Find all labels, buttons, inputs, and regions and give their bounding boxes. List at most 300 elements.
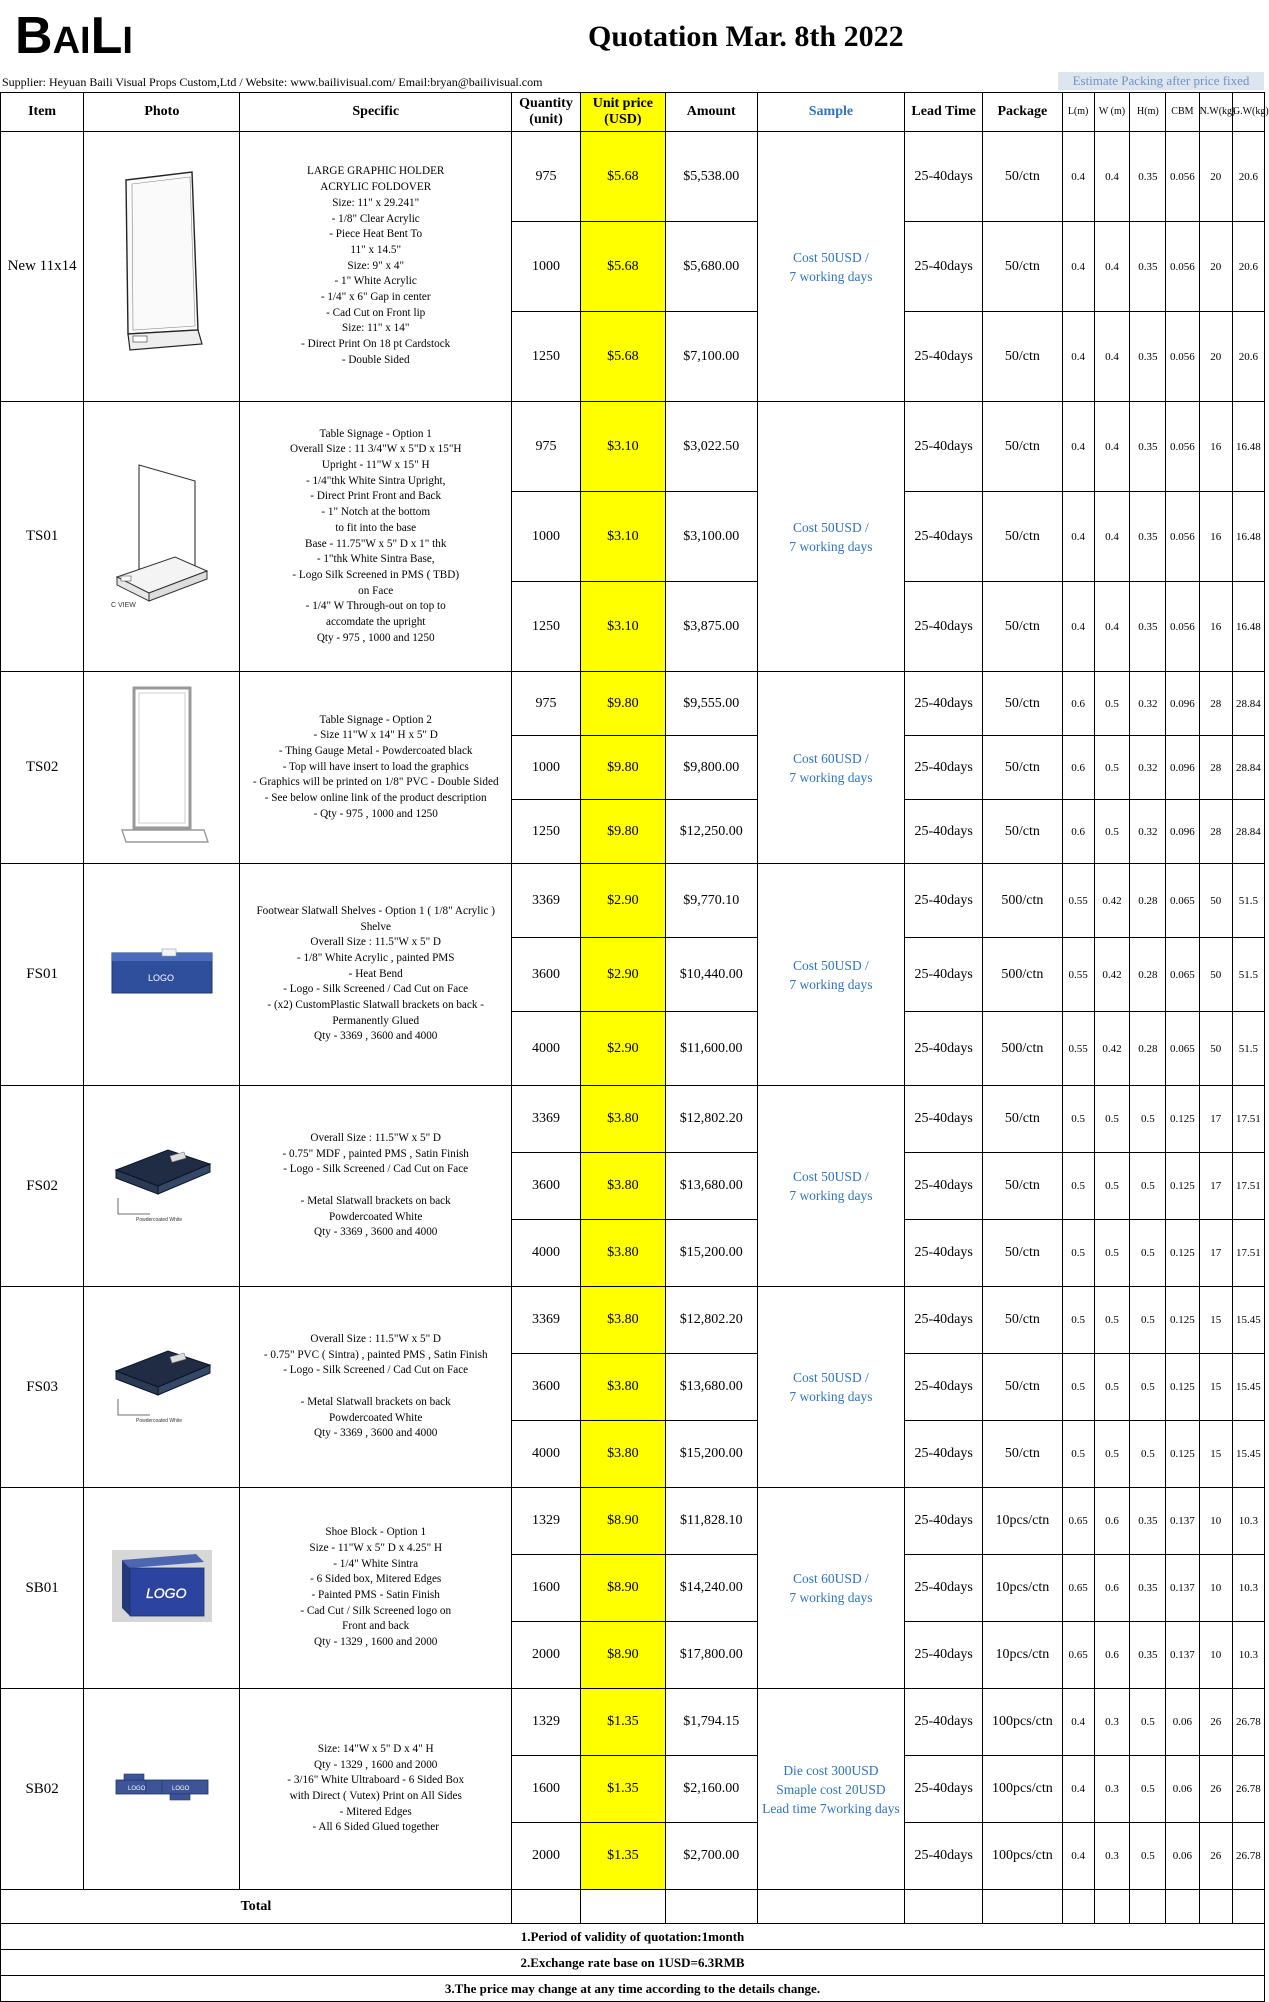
net-weight-cell: 50	[1199, 938, 1232, 1012]
sample-line: Cost 60USD /	[793, 750, 869, 766]
lead-time-cell: 25-40days	[905, 1287, 983, 1354]
lead-time-cell: 25-40days	[905, 736, 983, 800]
height-cell: 0.5	[1130, 1823, 1166, 1890]
col-length: L(m)	[1062, 93, 1094, 132]
length-cell: 0.4	[1062, 132, 1094, 222]
width-cell: 0.4	[1094, 492, 1130, 582]
spec-line: Qty - 975 , 1000 and 1250	[316, 631, 435, 644]
sample-info	[757, 1086, 904, 1287]
gross-weight-cell: 10.3	[1232, 1622, 1264, 1689]
item-code: FS02	[1, 1086, 84, 1287]
width-cell: 0.42	[1094, 1012, 1130, 1086]
spec-line: - Cad Cut / Silk Screened logo on	[300, 1604, 452, 1617]
spec-line: - 1/4" White Sintra	[333, 1557, 419, 1570]
package-cell: 50/ctn	[983, 1354, 1062, 1421]
quantity-cell: 3600	[511, 1354, 580, 1421]
length-cell: 0.5	[1062, 1421, 1094, 1488]
estimate-packing-note: Estimate Packing after price fixed	[1058, 72, 1264, 90]
package-cell: 50/ctn	[983, 672, 1062, 736]
pvc-shelf-icon	[84, 1345, 239, 1430]
amount-cell: $2,160.00	[665, 1756, 757, 1823]
net-weight-cell: 50	[1199, 864, 1232, 938]
lead-time-cell: 25-40days	[905, 672, 983, 736]
amount-cell: $9,555.00	[665, 672, 757, 736]
product-photo	[84, 132, 240, 402]
quantity-cell: 2000	[511, 1622, 580, 1689]
gross-weight-cell: 17.51	[1232, 1153, 1264, 1220]
net-weight-cell: 10	[1199, 1555, 1232, 1622]
height-cell: 0.5	[1130, 1354, 1166, 1421]
net-weight-cell: 10	[1199, 1622, 1232, 1689]
spec-line: 11" x 14.5"	[350, 243, 402, 256]
cbm-cell: 0.056	[1166, 222, 1199, 312]
cbm-cell: 0.125	[1166, 1153, 1199, 1220]
spec-line: - (x2) CustomPlastic Slatwall brackets on back -	[267, 999, 484, 1012]
table-row	[1, 132, 1265, 222]
spec-line: to fit into the base	[335, 521, 417, 534]
cbm-cell: 0.096	[1166, 672, 1199, 736]
quantity-cell: 1329	[511, 1488, 580, 1555]
spec-line: LARGE GRAPHIC HOLDER	[307, 165, 445, 178]
metal-frame-sign-icon	[84, 680, 239, 855]
net-weight-cell: 15	[1199, 1421, 1232, 1488]
length-cell: 0.55	[1062, 938, 1094, 1012]
product-specification	[240, 402, 511, 672]
package-cell: 50/ctn	[983, 492, 1062, 582]
quotation-note: 1.Period of validity of quotation:1month	[1, 1924, 1265, 1950]
length-cell: 0.65	[1062, 1488, 1094, 1555]
quantity-cell: 1600	[511, 1756, 580, 1823]
sample-line: Cost 50USD /	[793, 519, 869, 535]
table-row	[1, 402, 1265, 492]
cbm-cell: 0.125	[1166, 1421, 1199, 1488]
gross-weight-cell: 28.84	[1232, 800, 1264, 864]
sample-line: Cost 50USD /	[793, 957, 869, 973]
quotation-table	[0, 92, 1269, 2002]
unit-price-cell: $3.80	[581, 1153, 666, 1220]
unit-price-cell: $2.90	[581, 938, 666, 1012]
cbm-cell: 0.096	[1166, 736, 1199, 800]
column-header-row	[1, 93, 1265, 132]
lead-time-cell: 25-40days	[905, 132, 983, 222]
product-photo	[84, 1488, 240, 1689]
cbm-cell: 0.056	[1166, 492, 1199, 582]
item-code: New 11x14	[1, 132, 84, 402]
width-cell: 0.5	[1094, 736, 1130, 800]
spec-line: Size: 9" x 4"	[347, 259, 405, 272]
net-weight-cell: 26	[1199, 1689, 1232, 1756]
lead-time-cell: 25-40days	[905, 492, 983, 582]
total-empty-cell	[757, 1890, 904, 1924]
spec-line: - Double Sided	[341, 353, 410, 366]
quantity-cell: 1000	[511, 222, 580, 312]
cbm-cell: 0.065	[1166, 938, 1199, 1012]
spec-line: Qty - 3369 , 3600 and 4000	[314, 1427, 438, 1440]
unit-price-cell: $9.80	[581, 672, 666, 736]
width-cell: 0.42	[1094, 864, 1130, 938]
length-cell: 0.4	[1062, 402, 1094, 492]
product-photo	[84, 1086, 240, 1287]
product-photo	[84, 1287, 240, 1488]
svg-text:LOGO: LOGO	[145, 1584, 187, 1601]
width-cell: 0.5	[1094, 1086, 1130, 1153]
lead-time-cell: 25-40days	[905, 222, 983, 312]
total-empty-cell	[983, 1890, 1062, 1924]
spec-line: - 0.75" PVC ( Sintra) , painted PMS , Satin Finish	[263, 1348, 488, 1361]
gross-weight-cell: 15.45	[1232, 1354, 1264, 1421]
spec-line: Overall Size : 11.5"W x 5" D	[310, 1132, 442, 1145]
package-cell: 50/ctn	[983, 736, 1062, 800]
amount-cell: $5,538.00	[665, 132, 757, 222]
spec-line: - 1" Notch at the bottom	[321, 506, 431, 519]
net-weight-cell: 28	[1199, 736, 1232, 800]
length-cell: 0.5	[1062, 1086, 1094, 1153]
lead-time-cell: 25-40days	[905, 1086, 983, 1153]
quantity-cell: 3600	[511, 938, 580, 1012]
width-cell: 0.3	[1094, 1689, 1130, 1756]
amount-cell: $3,875.00	[665, 582, 757, 672]
length-cell: 0.5	[1062, 1220, 1094, 1287]
height-cell: 0.5	[1130, 1689, 1166, 1756]
gross-weight-cell: 26.78	[1232, 1756, 1264, 1823]
unit-price-cell: $8.90	[581, 1488, 666, 1555]
total-empty-cell	[1232, 1890, 1264, 1924]
gross-weight-cell: 26.78	[1232, 1689, 1264, 1756]
col-photo: Photo	[84, 93, 240, 132]
col-quantity: Quantity (unit)	[511, 93, 580, 132]
package-cell: 50/ctn	[983, 582, 1062, 672]
height-cell: 0.5	[1130, 1086, 1166, 1153]
gross-weight-cell: 16.48	[1232, 492, 1264, 582]
total-empty-cell	[1062, 1890, 1094, 1924]
package-cell: 50/ctn	[983, 1086, 1062, 1153]
spec-line: - Logo - Silk Screened / Cad Cut on Face	[283, 983, 469, 996]
width-cell: 0.5	[1094, 1153, 1130, 1220]
spec-line: with Direct ( Vutex) Print on All Sides	[289, 1790, 462, 1802]
quantity-cell: 1329	[511, 1689, 580, 1756]
width-cell: 0.5	[1094, 1421, 1130, 1488]
package-cell: 100pcs/ctn	[983, 1689, 1062, 1756]
unit-price-cell: $1.35	[581, 1756, 666, 1823]
gross-weight-cell: 28.84	[1232, 736, 1264, 800]
col-amount: Amount	[665, 93, 757, 132]
net-weight-cell: 26	[1199, 1756, 1232, 1823]
spec-line: - Graphics will be printed on 1/8" PVC - Double Sided	[252, 776, 499, 789]
cbm-cell: 0.06	[1166, 1756, 1199, 1823]
cbm-cell: 0.125	[1166, 1354, 1199, 1421]
spec-line: Overall Size : 11.5"W x 5" D	[310, 1333, 442, 1346]
col-net-weight: N.W(kg)	[1199, 93, 1232, 132]
height-cell: 0.32	[1130, 800, 1166, 864]
table-row	[1, 1086, 1265, 1153]
spec-line: - Qty - 975 , 1000 and 1250	[313, 807, 438, 820]
net-weight-cell: 17	[1199, 1086, 1232, 1153]
length-cell: 0.4	[1062, 222, 1094, 312]
amount-cell: $1,794.15	[665, 1689, 757, 1756]
sample-info	[757, 864, 904, 1086]
width-cell: 0.5	[1094, 1287, 1130, 1354]
quantity-cell: 1000	[511, 492, 580, 582]
total-label: Total	[1, 1890, 512, 1924]
table-row	[1, 1287, 1265, 1354]
net-weight-cell: 28	[1199, 800, 1232, 864]
unit-price-cell: $5.68	[581, 132, 666, 222]
package-cell: 10pcs/ctn	[983, 1488, 1062, 1555]
spec-line: Shelve	[360, 920, 391, 933]
cbm-cell: 0.056	[1166, 402, 1199, 492]
width-cell: 0.3	[1094, 1756, 1130, 1823]
package-cell: 50/ctn	[983, 222, 1062, 312]
cbm-cell: 0.06	[1166, 1823, 1199, 1890]
total-empty-cell	[665, 1890, 757, 1924]
lead-time-cell: 25-40days	[905, 1421, 983, 1488]
total-empty-cell	[581, 1890, 666, 1924]
col-width: W (m)	[1094, 93, 1130, 132]
height-cell: 0.35	[1130, 132, 1166, 222]
sample-line: Lead time 7working days	[762, 1800, 900, 1816]
spec-line	[240, 1178, 510, 1194]
spec-line: Overall Size : 11.5"W x 5" D	[310, 936, 442, 949]
width-cell: 0.6	[1094, 1488, 1130, 1555]
spec-line: Footwear Slatwall Shelves - Option 1 ( 1/8" Acrylic )	[256, 904, 495, 917]
spec-line: - Top will have insert to load the graphics	[282, 760, 469, 773]
total-empty-cell	[905, 1890, 983, 1924]
shoe-block-logo-icon	[84, 1550, 239, 1627]
spec-line: Size - 11"W x 5" D x 4.25" H	[309, 1541, 443, 1554]
length-cell: 0.4	[1062, 1756, 1094, 1823]
spec-line: ACRYLIC FOLDOVER	[320, 181, 432, 194]
width-cell: 0.5	[1094, 1220, 1130, 1287]
spec-line: - Thing Gauge Metal - Powdercoated black	[278, 744, 473, 757]
net-weight-cell: 20	[1199, 132, 1232, 222]
spec-line: on Face	[358, 584, 394, 597]
amount-cell: $11,600.00	[665, 1012, 757, 1086]
spec-line: accomdate the upright	[326, 616, 426, 629]
width-cell: 0.4	[1094, 582, 1130, 672]
cbm-cell: 0.096	[1166, 800, 1199, 864]
amount-cell: $14,240.00	[665, 1555, 757, 1622]
unit-price-cell: $8.90	[581, 1622, 666, 1689]
net-weight-cell: 16	[1199, 492, 1232, 582]
sample-line: Cost 50USD /	[793, 249, 869, 265]
svg-text:Powdercoated White: Powdercoated White	[135, 1216, 182, 1223]
net-weight-cell: 20	[1199, 222, 1232, 312]
quantity-cell: 1600	[511, 1555, 580, 1622]
amount-cell: $13,680.00	[665, 1354, 757, 1421]
baili-logo: BAILI	[15, 7, 133, 65]
svg-text:LOGO: LOGO	[147, 973, 174, 983]
amount-cell: $7,100.00	[665, 312, 757, 402]
net-weight-cell: 10	[1199, 1488, 1232, 1555]
total-empty-cell	[511, 1890, 580, 1924]
unit-price-cell: $3.80	[581, 1220, 666, 1287]
sample-line: Smaple cost 20USD	[776, 1781, 886, 1797]
sample-info	[757, 132, 904, 402]
height-cell: 0.32	[1130, 672, 1166, 736]
lead-time-cell: 25-40days	[905, 938, 983, 1012]
lead-time-cell: 25-40days	[905, 312, 983, 402]
unit-price-cell: $2.90	[581, 1012, 666, 1086]
quantity-cell: 1250	[511, 582, 580, 672]
gross-weight-cell: 26.78	[1232, 1823, 1264, 1890]
width-cell: 0.42	[1094, 938, 1130, 1012]
quantity-cell: 1250	[511, 312, 580, 402]
spec-line: Powdercoated White	[329, 1411, 423, 1424]
spec-line: - Logo Silk Screened in PMS ( TBD)	[292, 568, 460, 581]
height-cell: 0.35	[1130, 1488, 1166, 1555]
spec-line: - 1/4" x 6" Gap in center	[320, 291, 431, 304]
cbm-cell: 0.056	[1166, 132, 1199, 222]
acrylic-foldover-holder-icon	[84, 164, 239, 369]
page-header	[0, 0, 1266, 92]
package-cell: 500/ctn	[983, 938, 1062, 1012]
amount-cell: $13,680.00	[665, 1153, 757, 1220]
lead-time-cell: 25-40days	[905, 402, 983, 492]
unit-price-cell: $3.80	[581, 1287, 666, 1354]
sample-line: 7 working days	[789, 769, 873, 785]
quotation-body	[1, 132, 1265, 2002]
quantity-cell: 975	[511, 132, 580, 222]
lead-time-cell: 25-40days	[905, 1756, 983, 1823]
item-code: FS03	[1, 1287, 84, 1488]
spec-line: Powdercoated White	[329, 1210, 423, 1223]
sample-info	[757, 1689, 904, 1890]
net-weight-cell: 26	[1199, 1823, 1232, 1890]
package-cell: 100pcs/ctn	[983, 1823, 1062, 1890]
sample-line: 7 working days	[789, 538, 873, 554]
note-row	[1, 1924, 1265, 1950]
amount-cell: $15,200.00	[665, 1220, 757, 1287]
length-cell: 0.4	[1062, 1823, 1094, 1890]
table-row	[1, 1689, 1265, 1756]
lead-time-cell: 25-40days	[905, 582, 983, 672]
package-cell: 50/ctn	[983, 1153, 1062, 1220]
quantity-cell: 4000	[511, 1220, 580, 1287]
height-cell: 0.5	[1130, 1756, 1166, 1823]
width-cell: 0.4	[1094, 132, 1130, 222]
sample-info	[757, 1287, 904, 1488]
product-specification	[240, 1488, 511, 1689]
length-cell: 0.5	[1062, 1153, 1094, 1220]
spec-line: Overall Size : 11 3/4"W x 5"D x 15"H	[289, 443, 462, 456]
spec-line: - Piece Heat Bent To	[329, 228, 423, 241]
product-specification	[240, 672, 511, 864]
total-empty-cell	[1166, 1890, 1199, 1924]
quotation-title: Quotation Mar. 8th 2022	[588, 20, 904, 53]
amount-cell: $5,680.00	[665, 222, 757, 312]
quantity-cell: 975	[511, 402, 580, 492]
height-cell: 0.35	[1130, 492, 1166, 582]
amount-cell: $2,700.00	[665, 1823, 757, 1890]
amount-cell: $3,022.50	[665, 402, 757, 492]
package-cell: 500/ctn	[983, 864, 1062, 938]
net-weight-cell: 16	[1199, 402, 1232, 492]
cbm-cell: 0.137	[1166, 1555, 1199, 1622]
spec-line: Table Signage - Option 1	[319, 427, 432, 440]
net-weight-cell: 20	[1199, 312, 1232, 402]
cbm-cell: 0.125	[1166, 1086, 1199, 1153]
amount-cell: $3,100.00	[665, 492, 757, 582]
unit-price-cell: $3.80	[581, 1421, 666, 1488]
spec-line: Table Signage - Option 2	[319, 713, 432, 726]
net-weight-cell: 17	[1199, 1153, 1232, 1220]
acrylic-shelf-logo-icon	[84, 947, 239, 1002]
net-weight-cell: 16	[1199, 582, 1232, 672]
amount-cell: $9,800.00	[665, 736, 757, 800]
sample-info	[757, 1488, 904, 1689]
length-cell: 0.4	[1062, 312, 1094, 402]
sample-line: Cost 50USD /	[793, 1370, 869, 1385]
spec-line: - Metal Slatwall brackets on back	[300, 1194, 451, 1207]
unit-price-cell: $2.90	[581, 864, 666, 938]
gross-weight-cell: 17.51	[1232, 1220, 1264, 1287]
spec-line: - 3/16" White Ultraboard - 6 Sided Box	[287, 1774, 465, 1787]
sample-line: 7 working days	[789, 1590, 873, 1605]
cbm-cell: 0.137	[1166, 1488, 1199, 1555]
spec-line: Size: 14"W x 5" D x 4" H	[317, 1742, 434, 1755]
height-cell: 0.5	[1130, 1421, 1166, 1488]
sample-line: 7 working days	[789, 268, 873, 284]
lead-time-cell: 25-40days	[905, 1153, 983, 1220]
spec-line: Qty - 1329 , 1600 and 2000	[314, 1758, 438, 1771]
col-sample: Sample	[757, 93, 904, 132]
height-cell: 0.35	[1130, 1555, 1166, 1622]
gross-weight-cell: 28.84	[1232, 672, 1264, 736]
height-cell: 0.28	[1130, 864, 1166, 938]
length-cell: 0.4	[1062, 1689, 1094, 1756]
note-row	[1, 1950, 1265, 1976]
quantity-cell: 975	[511, 672, 580, 736]
unit-price-cell: $9.80	[581, 800, 666, 864]
sample-info	[757, 672, 904, 864]
gross-weight-cell: 51.5	[1232, 864, 1264, 938]
sample-line: 7 working days	[789, 1188, 873, 1203]
spec-line: - 1/4"thk White Sintra Upright,	[305, 474, 446, 487]
item-code: SB02	[1, 1689, 84, 1890]
spec-line: - 6 Sided box, Mitered Edges	[310, 1573, 442, 1586]
package-cell: 10pcs/ctn	[983, 1555, 1062, 1622]
spec-line: Shoe Block - Option 1	[325, 1526, 427, 1539]
lead-time-cell: 25-40days	[905, 1220, 983, 1287]
spec-line	[240, 1379, 510, 1395]
package-cell: 500/ctn	[983, 1012, 1062, 1086]
sample-line: Cost 60USD /	[793, 1571, 869, 1586]
amount-cell: $10,440.00	[665, 938, 757, 1012]
table-row	[1, 672, 1265, 736]
spec-line: - Direct Print On 18 pt Cardstock	[301, 338, 451, 351]
package-cell: 50/ctn	[983, 402, 1062, 492]
spec-line: - 1/8" Clear Acrylic	[331, 212, 420, 225]
spec-line: - Direct Print Front and Back	[310, 490, 442, 503]
product-photo	[84, 864, 240, 1086]
sample-line: Die cost 300USD	[783, 1762, 879, 1778]
unit-price-cell: $1.35	[581, 1689, 666, 1756]
spec-line: - Painted PMS - Satin Finish	[311, 1589, 440, 1601]
spec-line: - All 6 Sided Glued together	[312, 1821, 439, 1834]
width-cell: 0.6	[1094, 1622, 1130, 1689]
height-cell: 0.35	[1130, 222, 1166, 312]
gross-weight-cell: 15.45	[1232, 1287, 1264, 1354]
col-specific: Specific	[240, 93, 511, 132]
package-cell: 50/ctn	[983, 1421, 1062, 1488]
length-cell: 0.65	[1062, 1555, 1094, 1622]
sample-info	[757, 402, 904, 672]
length-cell: 0.6	[1062, 800, 1094, 864]
quantity-cell: 3369	[511, 864, 580, 938]
gross-weight-cell: 17.51	[1232, 1086, 1264, 1153]
unit-price-cell: $3.10	[581, 492, 666, 582]
width-cell: 0.3	[1094, 1823, 1130, 1890]
